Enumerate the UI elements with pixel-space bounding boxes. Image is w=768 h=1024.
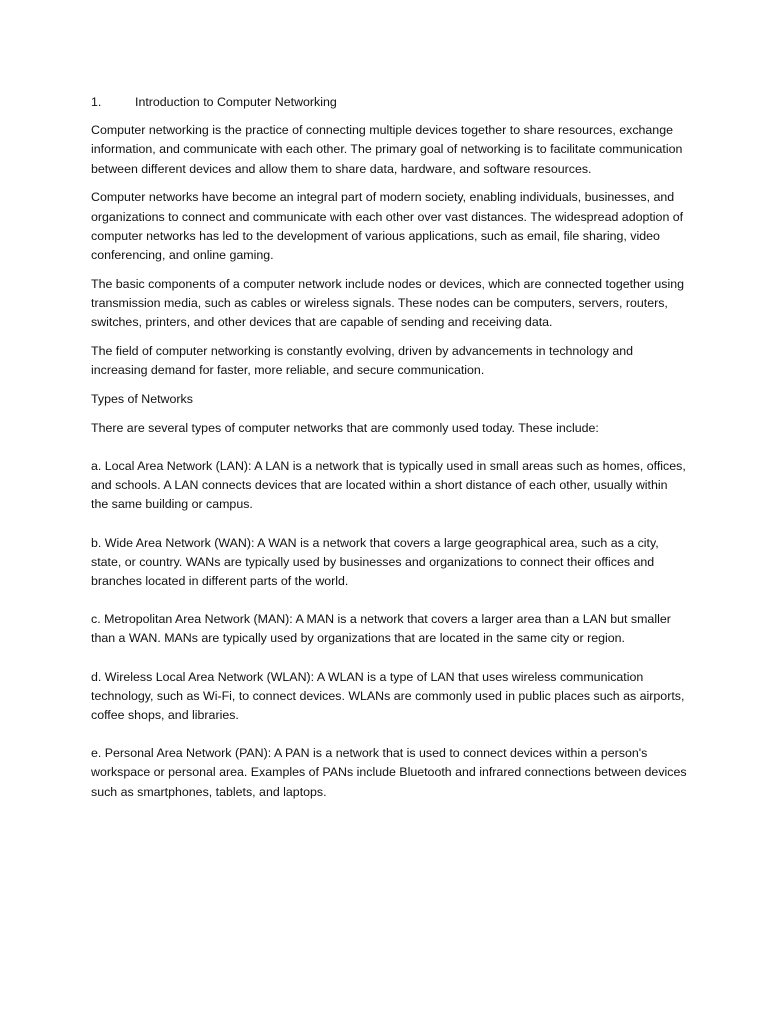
list-item: e. Personal Area Network (PAN): A PAN is a network that is used to connect devices within a person's workspace or personal area. Examples of PANs include Bluetooth and infrared connections between devices such as smartphones, tablets, and laptops.: [91, 746, 687, 799]
paragraph: The basic components of a computer network include nodes or devices, which are connected together using transmission media, such as cables or wireless signals. These nodes can be computers, servers, routers, switches, printers, and other devices that are capable of sending and receiving data.: [91, 276, 685, 330]
section-heading: [91, 93, 687, 112]
document-page: [91, 93, 687, 811]
list-item: c. Metropolitan Area Network (MAN): A MAN is a network that covers a larger area than a LAN but smaller than a WAN. MANs are typically used by organizations that are located in the same city or region.: [91, 612, 671, 646]
list-item: a. Local Area Network (LAN): A LAN is a network that is typically used in small areas such as homes, offices, and schools. A LAN connects devices that are located within a short distance of each other, usually within the same building or campus.: [91, 459, 686, 512]
list-item: d. Wireless Local Area Network (WLAN): A WLAN is a type of LAN that uses wireless communication technology, such as Wi-Fi, to connect devices. WLANs are commonly used in public places such as airports, coffee shops, and libraries.: [91, 669, 685, 723]
list-item: b. Wide Area Network (WAN): A WAN is a network that covers a large geographical area, such as a city, state, or country. WANs are typically used by businesses and organizations to connect their offices and branches located in different parts of the world.: [91, 535, 659, 589]
section-number: 1.: [91, 95, 102, 109]
paragraph: There are several types of computer networks that are commonly used today. These include:: [91, 420, 599, 435]
paragraph: Computer networks have become an integral part of modern society, enabling individuals, businesses, and organizations to connect and communicate with each other over vast distances. The widespread adoption of computer networks has led to the development of various applications, such as email, file sharing, video conferencing, and online gaming.: [91, 190, 684, 263]
subsection-heading: Types of Networks: [91, 392, 193, 407]
section-title: Introduction to Computer Networking: [135, 95, 337, 109]
paragraph: Computer networking is the practice of connecting multiple devices together to share resources, exchange information, and communicate with each other. The primary goal of networking is to facilitate communication between different devices and allow them to share data, hardware, and software resources.: [91, 123, 683, 176]
paragraph: The field of computer networking is constantly evolving, driven by advancements in technology and increasing demand for faster, more reliable, and secure communication.: [91, 344, 634, 378]
